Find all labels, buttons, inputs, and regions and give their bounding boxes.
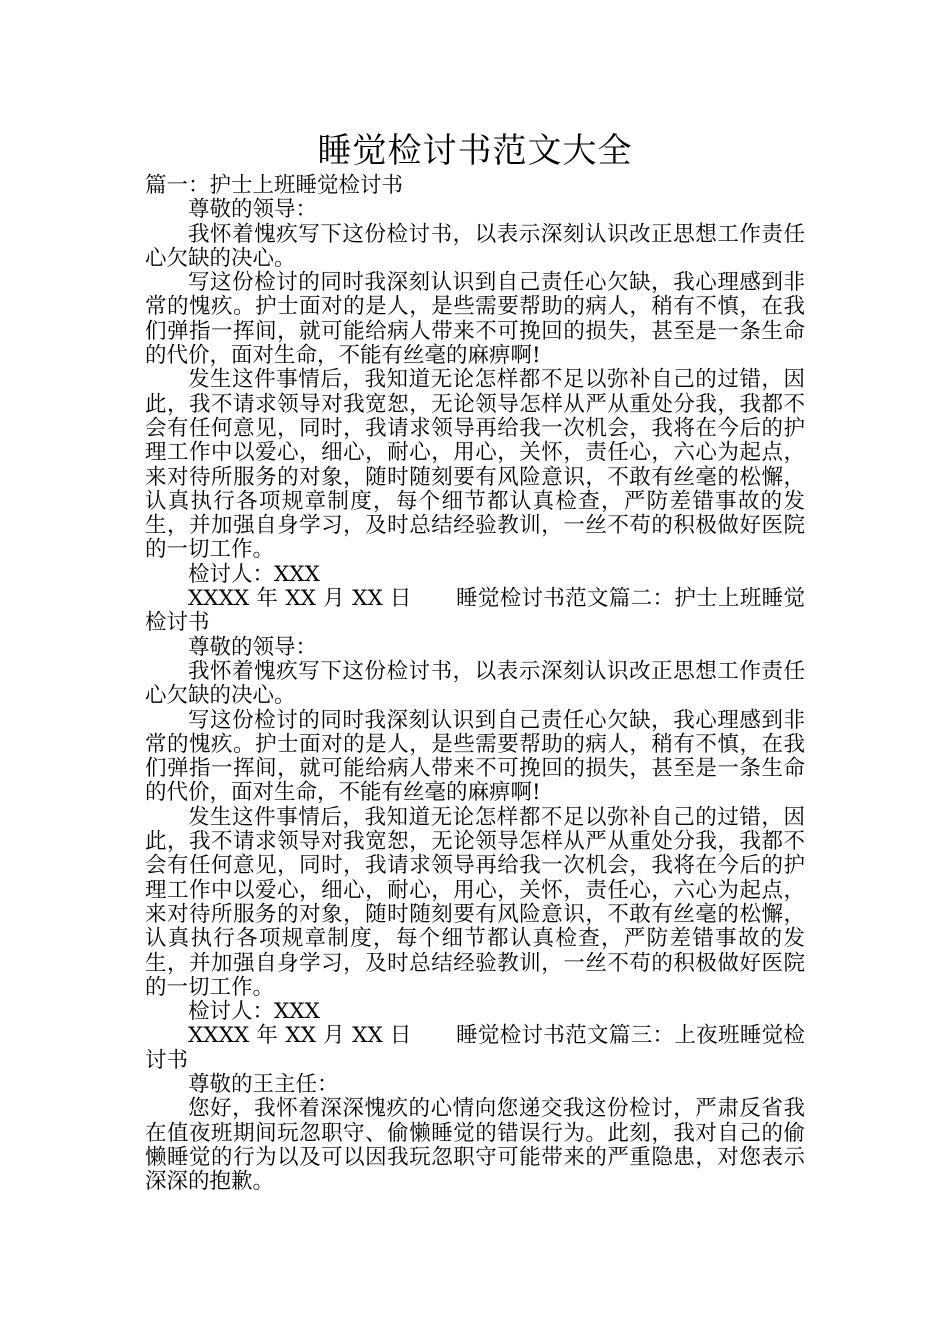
paragraph: 您好，我怀着深深愧疚的心情向您递交我这份检讨，严肃反省我在值夜班期间玩忽职守、偷懒睡觉的错误行为。此刻，我对自己的偷懒睡觉的行为以及可以因我玩忽职守可能带来的严重隐患，对您表示深深的抱歉。: [145, 1096, 805, 1195]
paragraph: 写这份检讨的同时我深刻认识到自己责任心欠缺，我心理感到非常的愧疚。护士面对的是人，是些需要帮助的病人，稍有不慎，在我们弹指一挥间，就可能给病人带来不可挽回的损失，甚至是一条生命的代价，面对生命，不能有丝毫的麻痹啊!: [145, 707, 805, 806]
section-heading: 睡觉检讨书范文篇二：护士上班睡觉检讨书: [145, 586, 805, 636]
section-heading: 篇一：护士上班睡觉检讨书: [145, 173, 404, 198]
date-and-next-heading: [145, 587, 805, 636]
paragraph: 写这份检讨的同时我深刻认识到自己责任心欠缺，我心理感到非常的愧疚。护士面对的是人，是些需要帮助的病人，稍有不慎，在我们弹指一挥间，就可能给病人带来不可挽回的损失，甚至是一条生命的代价，面对生命，不能有丝毫的麻痹啊!: [145, 270, 805, 369]
salutation: 尊敬的王主任：: [188, 1071, 339, 1097]
signer: 检讨人：XXX: [188, 999, 320, 1025]
date-and-next-heading: [145, 1024, 805, 1073]
paragraph: 我怀着愧疚写下这份检讨书，以表示深刻认识改正思想工作责任心欠缺的决心。: [145, 221, 805, 271]
paragraph: 发生这件事情后，我知道无论怎样都不足以弥补自己的过错，因此，我不请求领导对我宽恕，无论领导怎样从严从重处分我，我都不会有任何意见，同时，我请求领导再给我一次机会，我将在今后的护理工作中以爱心，细心，耐心，用心，关怀，责任心，六心为起点，来对待所服务的对象，随时随刻要有风险意识，不敢有丝毫的松懈，认真执行各项规章制度，每个细节都认真检查，严防差错事故的发生，并加强自身学习，及时总结经验教训，一丝不苟的积极做好医院的一切工作。: [145, 367, 805, 563]
signer: 检讨人：XXX: [188, 561, 320, 587]
salutation: 尊敬的领导：: [188, 197, 318, 223]
salutation: 尊敬的领导：: [188, 634, 318, 660]
document-title: 睡觉检讨书范文大全: [317, 131, 633, 171]
document-page: [145, 128, 805, 1194]
date: XXXX 年 XX 月 XX 日: [188, 586, 412, 612]
date: XXXX 年 XX 月 XX 日: [188, 1023, 412, 1049]
paragraph: 发生这件事情后，我知道无论怎样都不足以弥补自己的过错，因此，我不请求领导对我宽恕，无论领导怎样从严从重处分我，我都不会有任何意见，同时，我请求领导再给我一次机会，我将在今后的护理工作中以爱心，细心，耐心，用心，关怀，责任心，六心为起点，来对待所服务的对象，随时随刻要有风险意识，不敢有丝毫的松懈，认真执行各项规章制度，每个细节都认真检查，严防差错事故的发生，并加强自身学习，及时总结经验教训，一丝不苟的积极做好医院的一切工作。: [145, 804, 805, 1000]
paragraph: 我怀着愧疚写下这份检讨书，以表示深刻认识改正思想工作责任心欠缺的决心。: [145, 658, 805, 709]
section-heading: 睡觉检讨书范文篇三：上夜班睡觉检讨书: [145, 1023, 805, 1073]
